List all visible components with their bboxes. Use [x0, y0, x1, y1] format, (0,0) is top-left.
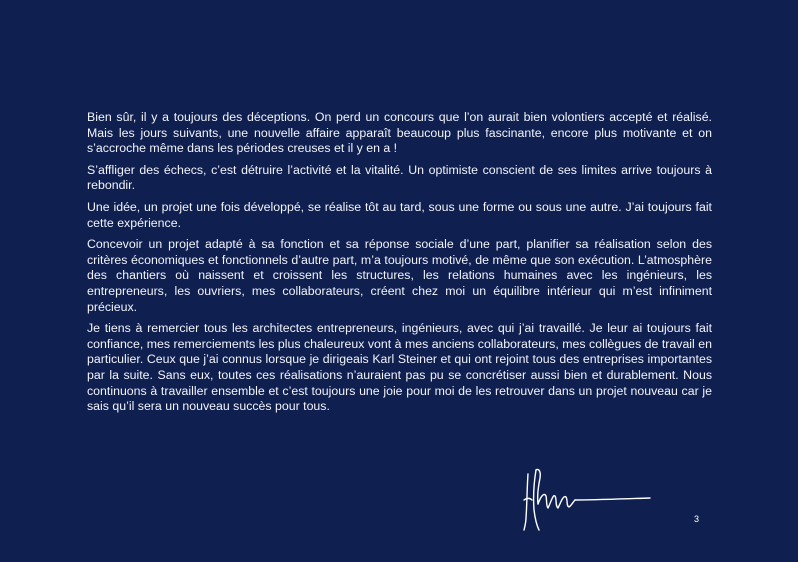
- signature-icon: [518, 460, 658, 532]
- body-text: [87, 110, 712, 421]
- page-number: 3: [694, 514, 700, 524]
- paragraph-5: Je tiens à remercier tous les architectes entrepreneurs, ingénieurs, avec qui j’ai travaillé. Je leur ai toujours fait confiance, mes remerciements les plus chaleureux vont à mes anciens collaborateurs, mes collègues de travail en particulier. Ceux que j’ai connus lorsque je dirigeais Karl Steiner et qui ont rejoint tous des entreprises importantes par la suite. Sans eux, toutes ces réalisations n’auraient pas pu se concrétiser aussi bien et durablement. Nous continuons à travailler ensemble et c’est toujours une joie pour moi de les retrouver dans un projet nouveau car je sais qu’il sera un nouveau succès pour tous.: [87, 321, 712, 414]
- paragraph-4: Concevoir un projet adapté à sa fonction et sa réponse sociale d’une part, planifier sa réalisation selon des critères économiques et fonctionnels d’autre part, m’a toujours motivé, de même que son exécution. L’atmosphère des chantiers où naissent et croissent les structures, les relations humaines avec les ingénieurs, les entrepreneurs, les ouvriers, mes collaborateurs, créent chez moi un équilibre intérieur qui m’est infiniment précieux.: [87, 237, 712, 314]
- paragraph-1: Bien sûr, il y a toujours des déceptions. On perd un concours que l’on aurait bien volontiers accepté et réalisé. Mais les jours suivants, une nouvelle affaire apparaît beaucoup plus fascinante, encore plus motivante et on s’accroche même dans les périodes creuses et il y en a !: [87, 110, 712, 156]
- paragraph-2: S’affliger des échecs, c’est détruire l’activité et la vitalité. Un optimiste conscient de ses limites arrive toujours à rebondir.: [87, 162, 712, 193]
- paragraph-3: Une idée, un projet une fois développé, se réalise tôt au tard, sous une forme ou sous une autre. J’ai toujours fait cette expérience.: [87, 199, 712, 230]
